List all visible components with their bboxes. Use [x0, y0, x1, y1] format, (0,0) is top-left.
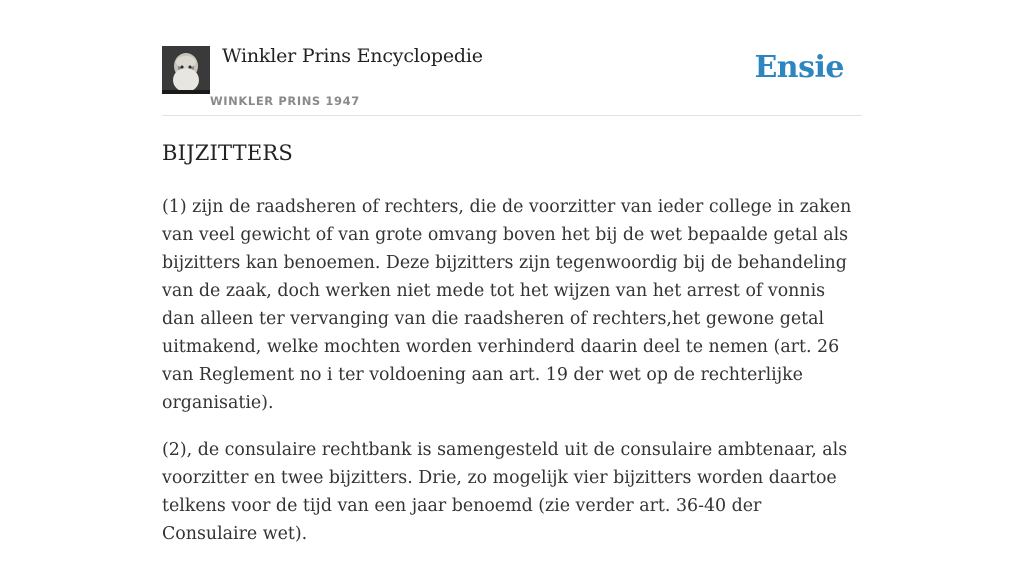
paragraph-1: (1) zijn de raadsheren of rechters, die de voorzitter van ieder college in zaken van veel gewicht of van grote omvang boven het bij de wet bepaalde getal als bijzitters kan benoemen. Deze bijzitters zijn tegenwoordig bij de behandeling van de zaak, doch werken niet mede tot het wijzen van het arrest of vonnis dan alleen ter vervanging van die raadsheren of rechters,het gewone getal uitmakend, welke mochten worden verhinderd daarin deel te nemen (art. 26 van Reglement no i ter voldoening aan art. 19 der wet op de rechterlijke organisatie).: [162, 197, 852, 413]
entry-title: BIJZITTERS: [162, 141, 293, 165]
brand-logo[interactable]: Ensie: [754, 50, 844, 85]
source-label[interactable]: WINKLER PRINS 1947: [210, 94, 360, 108]
site-name[interactable]: Winkler Prins Encyclopedie: [222, 45, 483, 67]
site-header: [162, 0, 862, 116]
portrait-image: [162, 46, 210, 94]
portrait-avatar-icon[interactable]: [162, 46, 210, 94]
paragraph-2: (2), de consulaire rechtbank is samengesteld uit de consulaire ambtenaar, als voorzitter en twee bijzitters. Drie, zo mogelijk vier bijzitters worden daartoe telkens voor de tijd van een jaar benoemd (zie verder art. 36-40 der Consulaire wet).: [162, 440, 848, 544]
entry-body: [162, 193, 862, 567]
